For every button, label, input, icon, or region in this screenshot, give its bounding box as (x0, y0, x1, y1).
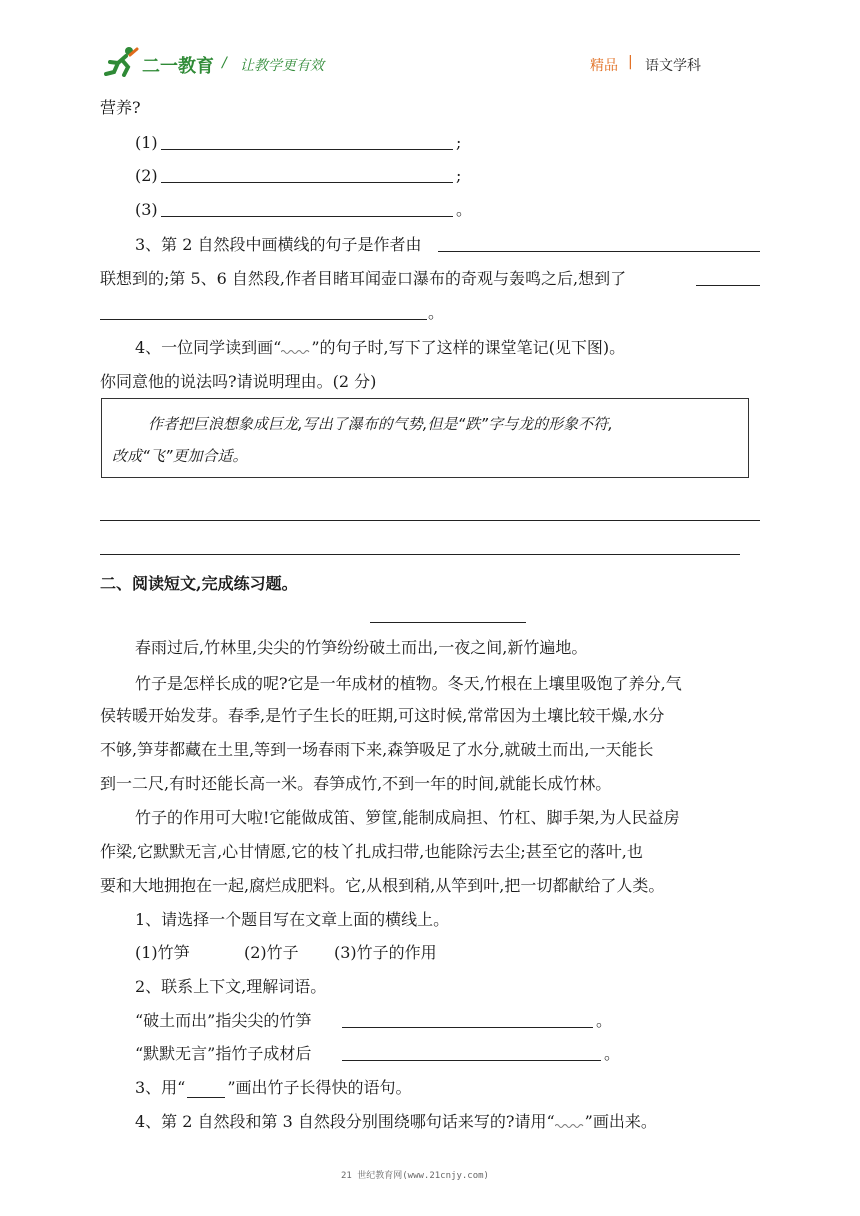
question-4-text-a: 4、一位同学读到画“ (135, 338, 282, 357)
question-3-answer-line-a[interactable] (438, 251, 760, 252)
continued-line: 营养? (100, 98, 141, 117)
paragraph-2-line-2: 侯转暖开始发芽。春季,是竹子生长的旺期,可这时候,常常因为土壤比较干燥,水分 (100, 706, 665, 725)
question-4-text-b: ”的句子时,写下了这样的课堂笔记(见下图)。 (311, 338, 626, 357)
exercise-2-answer-line-b[interactable] (342, 1060, 601, 1061)
answer-item-2-label: (2) (135, 166, 158, 185)
note-box (101, 398, 749, 478)
answer-item-1-label: (1) (135, 133, 158, 152)
question-3-text-a: 3、第 2 自然段中画横线的句子是作者由 (135, 235, 422, 254)
paragraph-2-line-3: 不够,笋芽都藏在土里,等到一场春雨下来,森笋吸足了水分,就破土而出,一天能长 (100, 740, 654, 759)
logo-text: 二一教育 (142, 56, 214, 77)
question-3-text-c: 。 (428, 303, 445, 322)
paragraph-3-line-1: 竹子的作用可大啦!它能做成笛、箩筐,能制成扃担、竹杠、脚手架,为人民益房 (135, 808, 680, 827)
question-3-answer-line-c[interactable] (100, 319, 427, 320)
question-4-text-c: 你同意他的说法吗?请说明理由。(2 分) (100, 372, 377, 391)
exercise-2-item-a: “破土而出”指尖尖的竹笋 (135, 1011, 312, 1030)
subject-label: 语文学科 (645, 58, 701, 74)
section-2-heading: 二、阅读短文,完成练习题。 (100, 574, 298, 593)
runner-logo-icon (104, 45, 140, 77)
answer-item-3-label: (3) (135, 200, 158, 219)
exercise-2-item-b: “默默无言”指竹子成材后 (135, 1044, 312, 1063)
note-line-2: 改成“飞”更加合适。 (112, 447, 248, 465)
exercise-1-option-1[interactable]: (1)竹笋 (135, 943, 190, 962)
paragraph-1: 春雨过后,竹林里,尖尖的竹笋纷纷破土而出,一夜之间,新竹遍地。 (135, 638, 588, 657)
note-line-1: 作者把巨浪想象成巨龙,写出了瀑布的气势,但是“跌”字与龙的形象不符, (148, 415, 613, 433)
exercise-3-text-a: 3、用“ (135, 1078, 186, 1097)
title-answer-line[interactable] (370, 622, 526, 623)
paragraph-2-line-1: 竹子是怎样长成的呢?它是一年成材的植物。冬天,竹根在上壤里吸饱了养分,气 (135, 674, 682, 693)
paragraph-3-line-2: 作梁,它默默无言,心甘情愿,它的枝丫扎成扫带,也能除污去尘;甚至它的落叶,也 (100, 842, 643, 861)
exercise-4 (135, 1112, 657, 1132)
paragraph-2-line-4: 到一二尺,有时还能长高一米。春笋成竹,不到一年的时间,就能长成竹林。 (100, 774, 612, 793)
answer-line-1[interactable] (161, 149, 453, 150)
page-footer: 21 世纪教育网(www.21cnjy.com) (341, 1171, 489, 1181)
exercise-3 (135, 1078, 412, 1098)
exercise-1-option-2[interactable]: (2)竹子 (244, 943, 299, 962)
answer-line-2[interactable] (161, 182, 453, 183)
exercise-1: 1、请选择一个题目写在文章上面的横线上。 (135, 910, 450, 929)
question-4-line-1 (135, 338, 625, 358)
exercise-4-text-a: 4、第 2 自然段和第 3 自然段分别围绕哪句话来写的?请用“ (135, 1112, 555, 1131)
question-3-answer-line-b[interactable] (696, 285, 760, 286)
exercise-4-text-b: ”画出来。 (584, 1112, 657, 1131)
answer-item-3-end: 。 (456, 200, 473, 219)
answer-item-2-end: ; (456, 166, 462, 185)
straight-underline-icon (187, 1083, 225, 1098)
question-3-text-b: 联想到的;第 5、6 自然段,作者目睹耳闻壶口瀑布的奇观与轰鸣之后,想到了 (100, 269, 627, 288)
exercise-2-item-b-end: 。 (604, 1044, 621, 1063)
answer-line-4[interactable] (100, 520, 760, 521)
paragraph-3-line-3: 要和大地拥抱在一起,腐烂成肥料。它,从根到稍,从竿到叶,把一切都献给了人类。 (100, 876, 665, 895)
exercise-1-option-3[interactable]: (3)竹子的作用 (334, 943, 437, 962)
wavy-underline-icon (281, 345, 311, 353)
exercise-2-answer-line-a[interactable] (342, 1027, 593, 1028)
header-separator: / (222, 55, 227, 71)
answer-line-5[interactable] (100, 554, 740, 555)
header-divider: | (628, 54, 633, 70)
premium-badge: 精品 (590, 58, 618, 74)
exercise-2-item-a-end: 。 (596, 1011, 613, 1030)
answer-item-1-end: ; (456, 133, 462, 152)
exercise-3-text-b: ”画出竹子长得快的语句。 (227, 1078, 412, 1097)
wavy-underline-icon (555, 1119, 585, 1127)
exercise-2: 2、联系上下文,理解词语。 (135, 977, 327, 996)
answer-line-3[interactable] (161, 216, 453, 217)
header-slogan: 让教学更有效 (240, 58, 324, 74)
